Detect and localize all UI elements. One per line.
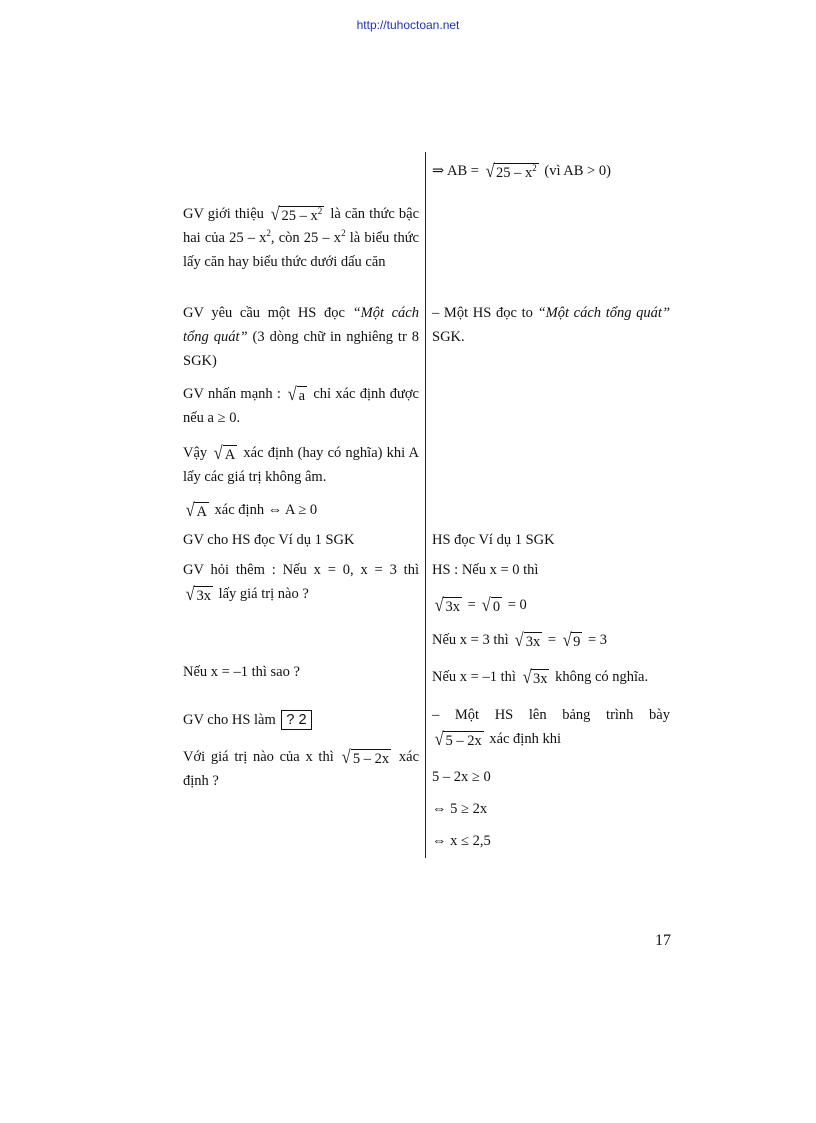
left-row-question: GV hỏi thêm : Nếu x = 0, x = 3 thì √ 3x lấy giá trị nào ? (183, 562, 419, 605)
left-row-example: GV cho HS đọc Ví dụ 1 SGK (183, 532, 355, 548)
text: ⇒ AB = (432, 163, 483, 179)
left-row-task: GV cho HS làm ? 2 (183, 708, 419, 732)
left-row-conclusion: Vậy √ A xác định (hay có nghĩa) khi A lấy các giá trị không âm. (183, 443, 419, 485)
left-row-intro: GV giới thiệu √ $25 - x^2$ là căn thức bậc hai của $25 - x^2$, còn $25 - x^2$ là biểu thức lấy căn hay biểu thức dưới dấu căn (183, 204, 419, 270)
right-row-calc3: Nếu x = 3 thì √ 3x = √ 9 = 3 (432, 630, 608, 651)
right-row-calcneg: Nếu x = –1 thì √ 3x không có nghĩa. (432, 667, 649, 688)
right-row-ab (432, 159, 670, 183)
left-row-negative: Nếu x = –1 thì sao ? (183, 664, 300, 680)
right-row-hs: HS : Nếu x = 0 thì (432, 562, 539, 578)
left-row-emphasis: GV nhấn mạnh : √ a chỉ xác định được nếu a ≥ 0. (183, 384, 419, 426)
right-row-board: – Một HS lên bảng trình bày √ 5 – 2x xác định khi (432, 707, 670, 750)
left-row-rule: √ A xác định ⇔ A ≥ 0 (185, 500, 318, 521)
right-row-read: – Một HS đọc to “Một cách tổng quát” SGK. (432, 305, 671, 345)
left-row-domain: Với giá trị nào của x thì √ 5 – 2x xác định ? (183, 747, 420, 789)
left-row-read: GV yêu cầu một HS đọc “Một cách tổng quát” (3 dòng chữ in nghiêng tr 8 SGK) (183, 305, 419, 369)
page-number: 17 (655, 932, 671, 949)
source-url[interactable]: http://tuhoctoan.net (356, 18, 460, 32)
right-row-example: HS đọc Ví dụ 1 SGK (432, 532, 555, 548)
question-box: ? 2 (281, 710, 311, 730)
right-row-calc0: √ 3x = √ 0 = 0 (434, 595, 527, 616)
column-divider (425, 152, 426, 858)
right-row-ineq1: 5 – 2x ≥ 0 (432, 769, 491, 785)
sqrt-expression: √ $25 - x^2$ (485, 161, 537, 182)
right-row-ineq2: ⇔ 5 ≥ 2x (432, 801, 488, 817)
text: (vì AB > 0) (540, 163, 611, 179)
right-row-ineq3: ⇔ x ≤ 2,5 (432, 833, 491, 849)
